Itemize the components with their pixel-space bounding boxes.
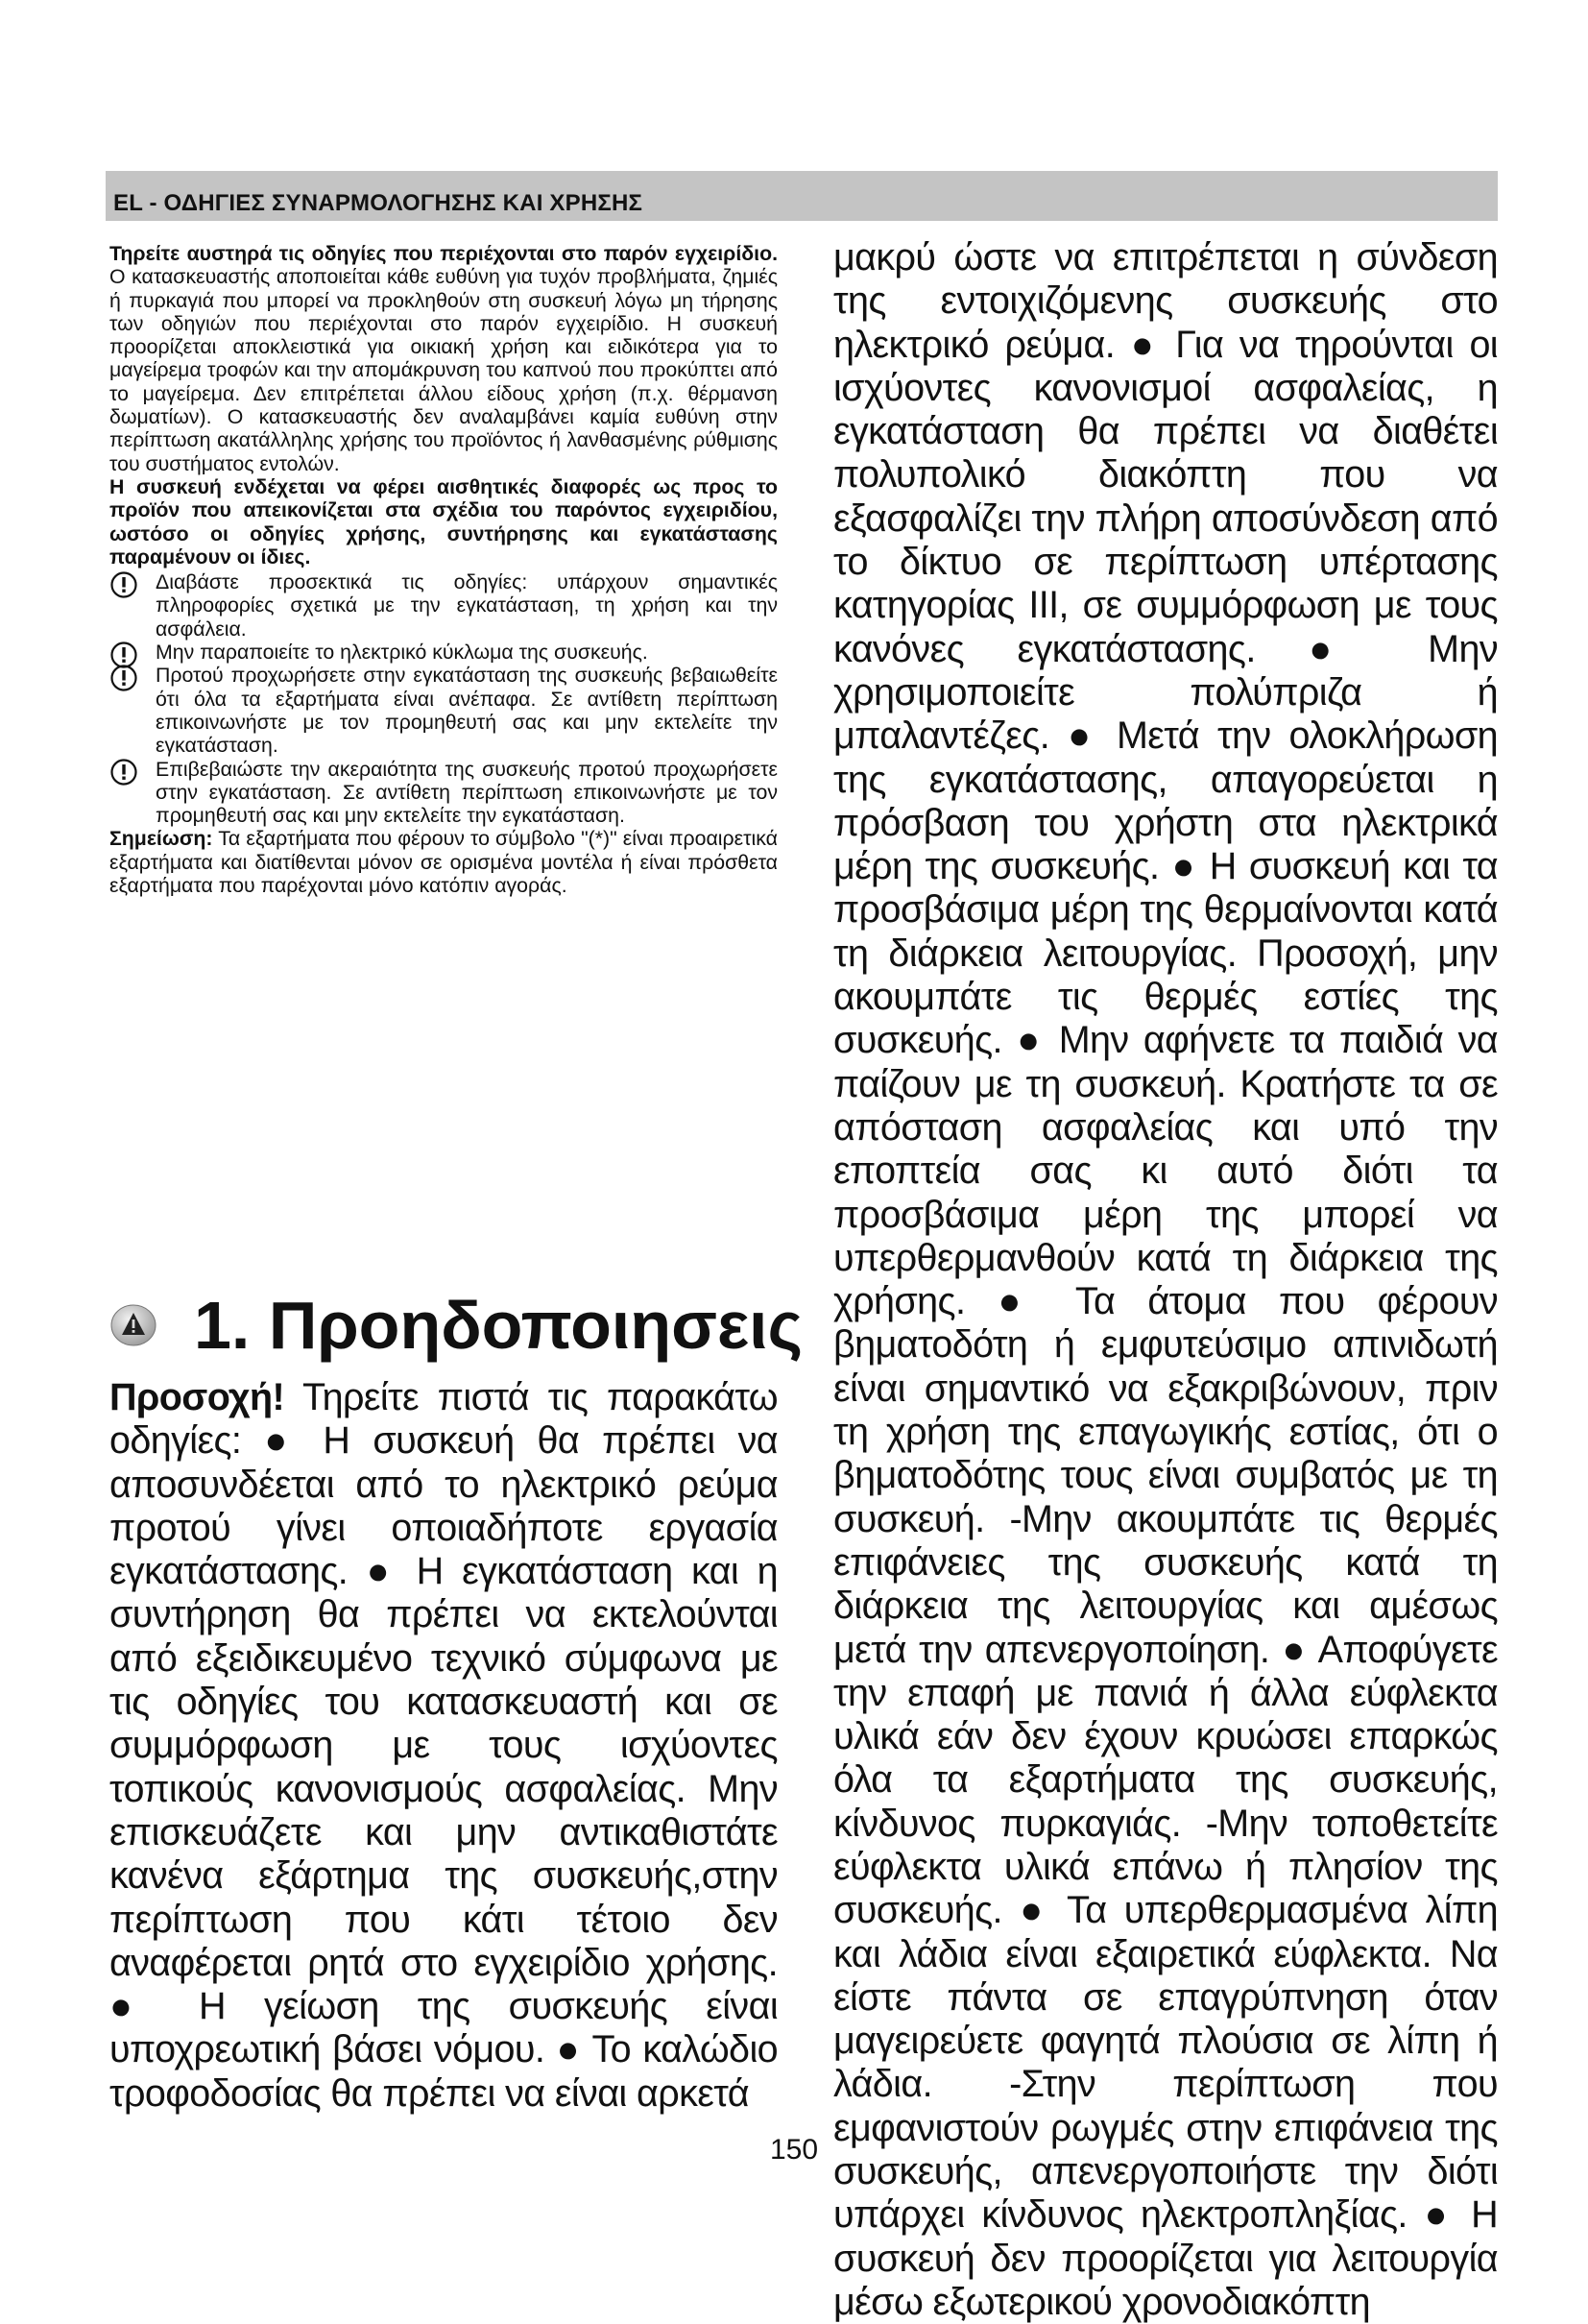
caution-item: Διαβάστε προσεκτικά τις οδηγίες: υπάρχουν σημαντικές πληροφορίες σχετικά με την εγκατάσταση, τη χρήση και την ασφάλεια. [109,570,778,641]
section-title: 1. Προηδοποιησεις [194,1288,804,1363]
intro-paragraph [109,242,778,475]
intro-column [109,242,778,897]
note-label: Σημείωση: [109,827,213,851]
note-text: Τα εξαρτήματα που φέρουν το σύμβολο "(*)" είναι προαιρετικά εξαρτήματα και διατίθενται μόνον σε ορισμένα μοντέλα ή είναι πρόσθετα εξαρτήματα που παρέχονται μόνο κατόπιν αγοράς. [109,827,778,898]
section-header-bar [106,171,1498,221]
intro-text: Ο κατασκευαστής αποποιείται κάθε ευθύνη για τυχόν προβλήματα, ζημιές ή πυρκαγιά που μπορεί να προκληθούν στη συσκευή λόγω μη τήρησης των οδηγιών που περιέχονται στο παρόν εγχειρίδιο. Η συσκευή προορίζεται αποκλειστικά για οικιακή χρήση και ειδικότερα για το μαγείρεμα τροφών και την απομάκρυνση του καπνού που προκύπτει από το μαγείρεμα. Δεν επιτρέπεται άλλου είδους χρήση (π.χ. θέρμανση δωματίων). Ο κατασκευαστής δεν αναλαμβάνει καμία ευθύνη στην περίπτωση ακατάλληλης χρήσης του προϊόντος ή λανθασμένης ρύθμισης του συστήματος εντολών. [109,265,778,475]
warnings-right-text: μακρύ ώστε να επιτρέπεται η σύνδεση της εντοιχιζόμενης συσκευής στο ηλεκτρικό ρεύμα. ● Για να τηρούνται οι ισχύοντες κανονισμοί ασφαλείας, η εγκατάσταση θα πρέπει να διαθέτει πολυπολικό διακόπτη που να εξασφαλίζει την πλήρη αποσύνδεση από το δίκτυο σε περίπτωση υπέρτασης κατηγορίας III, σε συμμόρφωση με τους κανόνες εγκατάστασης. ● Μην χρησιμοποιείτε πολύπριζα ή μπαλαντέζες. ● Μετά την ολοκλήρωση της εγκατάστασης, απαγορεύεται η πρόσβαση του χρήστη στα ηλεκτρικά μέρη της συσκευής. ● Η συσκευή και τα προσβάσιμα μέρη της θερμαίνονται κατά τη διάρκεια λειτουργίας. Προσοχή, μην ακουμπάτε τις θερμές εστίες της συσκευής. ● Μην αφήνετε τα παιδιά να παίζουν με τη συσκευή. Κρατήστε τα σε απόσταση ασφαλείας και υπό την εποπτεία σας κι αυτό διότι τα προσβάσιμα μέρη της μπορεί να υπερθερμανθούν κατά τη διάρκεια της χρήσης. ● Τα άτομα που φέρουν βηματοδότη ή εμφυτεύσιμο απινιδωτή είναι σημαντικό να εξακριβώνουν, πριν τη χρήση της επαγωγικής εστίας, ότι ο βηματοδότης τους είναι συμβατός με τη συσκευή. -Μην ακουμπάτε τις θερμές επιφάνειες της συσκευής κατά τη διάρκεια της λειτουργίας και αμέσως μετά την απενεργοποίηση. ● Αποφύγετε την επαφή με πανιά ή άλλα εύφλεκτα υλικά εάν δεν έχουν κρυώσει επαρκώς όλα τα εξαρτήματα της συσκευής, κίνδυνος πυρκαγιάς. -Μην τοποθετείτε εύφλεκτα υλικά επάνω ή πλησίον της συσκευής. ● Τα υπερθερμασμένα λίπη και λάδια είναι εξαιρετικά εύφλεκτα. Να είστε πάντα σε επαγρύπνηση όταν μαγειρεύετε φαγητά πλούσια σε λίπη ή λάδια. -Στην περίπτωση που εμφανιστούν ρωγμές στην επιφάνεια της συσκευής, απενεργοποιήστε την διότι υπάρχει κίνδυνος ηλεκτροπληξίας. ● Η συσκευή δεν προορίζεται για λειτουργία μέσω εξωτερικού χρονοδιακόπτη [833,236,1498,2323]
warnings-right-column [833,236,1498,2324]
caution-item: Επιβεβαιώστε την ακεραιότητα της συσκευής προτού προχωρήσετε στην εγκατάσταση. Σε αντίθετη περίπτωση επικοινωνήστε με τον προμηθευτή σας και μην εκτελείτε την εγκατάσταση. [109,758,778,828]
attention-label: Προσοχή! [109,1376,285,1418]
warnings-left-text: Προσοχή! Τηρείτε πιστά τις παρακάτω οδηγίες: ● Η συσκευή θα πρέπει να αποσυνδέεται από το ηλεκτρικό ρεύμα προτού γίνει οποιαδήποτε εργασία εγκατάστασης. ● Η εγκατάσταση και η συντήρηση θα πρέπει να εκτελούνται από εξειδικευμένο τεχνικό σύμφωνα με τις οδηγίες του κατασκευαστή και σε συμμόρφωση με τους ισχύοντες τοπικούς κανονισμούς ασφαλείας. Μην επισκευάζετε και μην αντικαθιστάτε κανένα εξάρτημα της συσκευής,στην περίπτωση που κάτι τέτοιο δεν αναφέρεται ρητά στο εγχειρίδιο χρήσης. ● Η γείωση της συσκευής είναι υποχρεωτική βάσει νόμου. ● Το καλώδιο τροφοδοσίας θα πρέπει να είναι αρκετά [109,1376,778,2115]
header-title: EL - ΟΔΗΓΙΕΣ ΣΥΝΑΡΜΟΛΟΓΗΣΗΣ ΚΑΙ ΧΡΗΣΗΣ [113,190,643,216]
note-paragraph [109,827,778,897]
warnings-left-column [109,1376,778,2116]
caution-icon [109,664,138,692]
caution-icon [109,570,138,599]
intro-bold-note: Η συσκευή ενδέχεται να φέρει αισθητικές διαφορές ως προς το προϊόν που απεικονίζεται στα σχέδια του παρόντος εγχειριδίου, ωστόσο οι οδηγίες χρήσης, συντήρησης και εγκατάστασης παραμένουν οι ίδιες. [109,474,778,569]
page-number: 150 [769,2134,819,2166]
intro-bold-lead: Τηρείτε αυστηρά τις οδηγίες που περιέχονται στο παρόν εγχειρίδιο. [109,242,778,265]
caution-item: Προτού προχωρήσετε στην εγκατάσταση της συσκευής βεβαιωθείτε ότι όλα τα εξαρτήματα είναι ανέπαφα. Σε αντίθετη περίπτωση επικοινωνήστε με τον προμηθευτή σας και μην εκτελείτε την εγκατάσταση. [109,664,778,757]
caution-icon [109,758,138,787]
section-heading [109,1282,804,1368]
warning-icon [109,1303,157,1347]
caution-item: Μην παραποιείτε το ηλεκτρικό κύκλωμα της συσκευής. [109,641,778,664]
